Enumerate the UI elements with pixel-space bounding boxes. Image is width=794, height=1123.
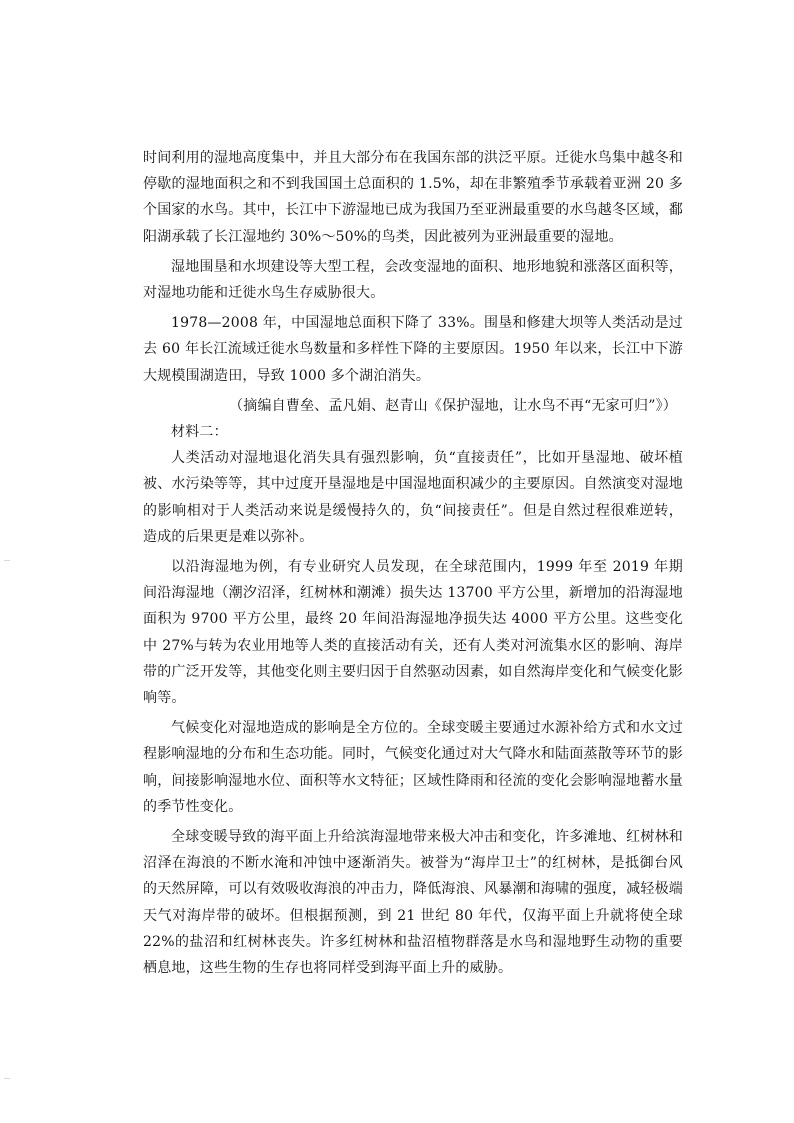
paragraph: 人类活动对湿地退化消失具有强烈影响，负“直接责任”，比如开垦湿地、破坏植被、水污染等等，其中过度开垦湿地是中国湿地面积减少的主要原因。自然演变对湿地的影响相对于人类活动来说是缓慢持久的，负“间接责任”。但是自然过程很难逆转，造成的后果更是难以弥补。 xyxy=(143,450,683,545)
paragraph: 气候变化对湿地造成的影响是全方位的。全球变暖主要通过水源补给方式和水文过程影响湿地的分布和生态功能。同时，气候变化通过对大气降水和陆面蒸散等环节的影响，间接影响湿地水位、面积等水文特征；区域性降雨和径流的变化会影响湿地蓄水量的季节性变化。 xyxy=(143,720,683,815)
paragraph: 以沿海湿地为例，有专业研究人员发现，在全球范围内，1999 年至 2019 年期间沿海湿地（潮汐沼泽，红树林和潮滩）损失达 13700 平方公里，新增加的沿海湿地面积为 9700 平方公里，最终 20 年间沿海湿地净损失达 4000 平方公里。这些变化中 27%与转为农业用地等人类的直接活动有关，还有人类对河流集水区的影响、海岸带的广泛开发等，其他变化则主要归因于自然驱动因素，如自然海岸变化和气候变化影响等。 xyxy=(143,559,683,707)
source-citation: （摘编自曹垒、孟凡娟、赵青山《保护湿地，让水鸟不再“无家可归”》） xyxy=(229,397,677,414)
paragraph: 1978—2008 年，中国湿地总面积下降了 33%。围垦和修建大坝等人类活动是过去 60 年长江流域迁徙水鸟数量和多样性下降的主要原因。1950 年以来，长江中下游大规模围湖造田，导致 1000 多个湖泊消失。 xyxy=(143,315,683,384)
document-body xyxy=(143,145,683,981)
paragraph: 湿地围垦和水坝建设等大型工程，会改变湿地的面积、地形地貌和涨落区面积等，对湿地功能和迁徙水鸟生存威胁很大。 xyxy=(143,258,683,302)
scan-edge-mark xyxy=(4,560,10,561)
section-label: 材料二： xyxy=(171,424,228,441)
paragraph: 全球变暖导致的海平面上升给滨海湿地带来极大冲击和变化，许多滩地、红树林和沼泽在海浪的不断水淹和冲蚀中逐渐消失。被誉为“海岸卫士”的红树林，是抵御台风的天然屏障，可以有效吸收海浪的冲击力，降低海浪、风暴潮和海啸的强度，减轻极端天气对海岸带的破坏。但根据预测，到 21 世纪 80 年代，仅海平面上升就将使全球 22%的盐沼和红树林丧失。许多红树林和盐沼植物群落是水鸟和湿地野生动物的重要栖息地，这些生物的生存也将同样受到海平面上升的威胁。 xyxy=(143,829,683,977)
scan-edge-mark xyxy=(4,1078,10,1079)
paragraph-continued: 时间利用的湿地高度集中，并且大部分布在我国东部的洪泛平原。迁徙水鸟集中越冬和停歇的湿地面积之和不到我国国土总面积的 1.5%，却在非繁殖季节承载着亚洲 20 多个国家的水鸟。其中，长江中下游湿地已成为我国乃至亚洲最重要的水鸟越冬区域，鄱阳湖承载了长江湿地约 30%～50%的鸟类，因此被列为亚洲最重要的湿地。 xyxy=(143,150,683,245)
